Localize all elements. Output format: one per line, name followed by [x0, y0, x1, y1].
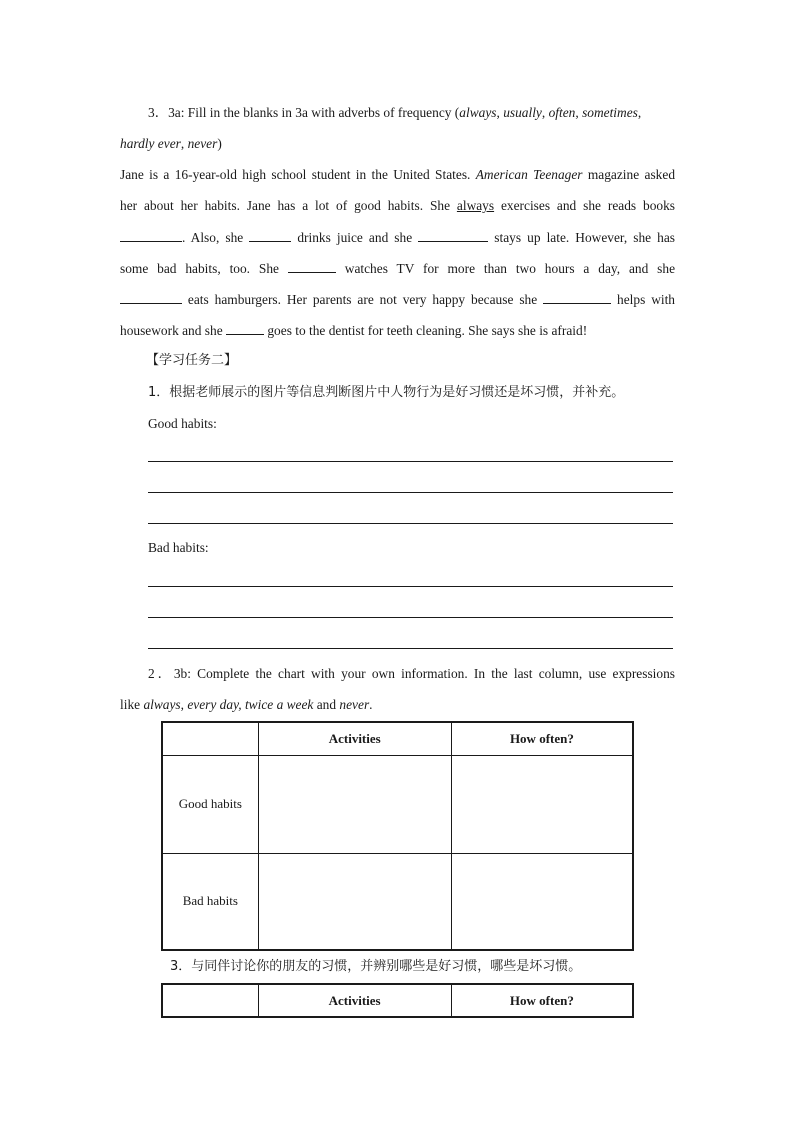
blank-1[interactable] — [120, 229, 182, 242]
passage-text: stays up late. However, she has — [494, 230, 675, 245]
passage-text: magazine asked — [582, 167, 676, 182]
task2-q1: 1．根据老师展示的图片等信息判断图片中人物行为是好习惯还是坏习惯，并补充。 — [148, 385, 625, 400]
q3a-close: ) — [217, 136, 222, 151]
adverb-usually: usually — [503, 105, 542, 120]
q2-text: and — [313, 697, 340, 712]
q2-text: . — [369, 697, 373, 712]
blank-7[interactable] — [226, 322, 264, 335]
q3a-instruction-line2: hardly ever, never) — [120, 136, 222, 151]
row-label-bad-habits: Bad habits — [162, 853, 258, 950]
bad-habits-write-line-2[interactable] — [148, 617, 673, 618]
blank-4[interactable] — [288, 260, 336, 273]
passage-line-5 — [120, 291, 675, 308]
magazine-title: American Teenager — [475, 167, 583, 182]
q3-instruction: 3．与同伴讨论你的朋友的习惯，并辨别哪些是好习惯，哪些是坏习惯。 — [170, 959, 582, 974]
cell-good-activities[interactable] — [258, 755, 451, 853]
cell-good-how-often[interactable] — [451, 755, 633, 853]
passage-text: her about her habits. Jane has a lot of good habits. She — [120, 198, 457, 213]
blank-5[interactable] — [120, 291, 182, 304]
q3a-instruction-line1: 3．3a: Fill in the blanks in 3a with adverbs of frequency (always, usually, often, sometimes, — [148, 105, 642, 120]
q2-text: 3b: Complete the chart with your own information. In the last column, use expressions — [173, 666, 675, 681]
adverb-sometimes: sometimes — [582, 105, 638, 120]
adverb-hardly-ever: hardly ever — [120, 136, 181, 151]
passage-text: . Also, she — [182, 230, 244, 245]
q3a-lead: 3a: Fill in the blanks in 3a with adverbs of frequency ( — [168, 105, 460, 120]
passage-text: helps with — [617, 292, 675, 307]
example-answer-always: always — [456, 198, 495, 213]
passage-line-2 — [120, 198, 675, 214]
expr-every-day: every day, twice a week — [187, 697, 314, 712]
adverb-often: often — [548, 105, 576, 120]
expr-never: never — [339, 697, 370, 712]
blank-2[interactable] — [249, 229, 291, 242]
cell-bad-how-often[interactable] — [451, 853, 633, 950]
passage-text: drinks juice and she — [297, 230, 413, 245]
q2-instruction-line2: like always, every day, twice a week and never. — [120, 697, 373, 712]
chart2-header-activities: Activities — [258, 984, 451, 1017]
chart2-header-blank — [162, 984, 258, 1017]
task2-heading: 【学习任务二】 — [146, 353, 238, 368]
row-label-good-habits: Good habits — [162, 755, 258, 853]
passage-text: housework and she — [120, 323, 223, 338]
good-habits-label: Good habits: — [148, 416, 217, 431]
q2-text: like — [120, 697, 144, 712]
passage-text: goes to the dentist for teeth cleaning. She says she is afraid! — [267, 323, 588, 338]
blank-3[interactable] — [418, 229, 488, 242]
passage-text: Jane is a 16-year-old high school student in the United States. — [120, 167, 476, 182]
cell-bad-activities[interactable] — [258, 853, 451, 950]
bad-habits-write-line-1[interactable] — [148, 586, 673, 587]
blank-6[interactable] — [543, 291, 611, 304]
q3a-number: 3． — [148, 105, 169, 120]
passage-line-4 — [120, 260, 675, 277]
q2-number: 2． — [148, 666, 174, 681]
passage-text: watches TV for more than two hours a day, and she — [344, 261, 676, 276]
passage-text: eats hamburgers. Her parents are not very happy because she — [187, 292, 538, 307]
adverb-never: never — [187, 136, 218, 151]
passage-text: some bad habits, too. She — [120, 261, 279, 276]
passage-text: exercises and she reads books — [494, 198, 675, 213]
habits-chart — [161, 721, 634, 951]
chart-header-how-often: How often? — [451, 722, 633, 755]
chart-header-blank — [162, 722, 258, 755]
good-habits-write-line-2[interactable] — [148, 492, 673, 493]
good-habits-write-line-3[interactable] — [148, 523, 673, 524]
passage-line-3 — [120, 229, 675, 246]
bad-habits-label: Bad habits: — [148, 540, 209, 555]
good-habits-write-line-1[interactable] — [148, 461, 673, 462]
bad-habits-write-line-3[interactable] — [148, 648, 673, 649]
expr-always: always — [143, 697, 181, 712]
passage-line-1 — [120, 167, 675, 183]
passage-line-6 — [120, 322, 675, 339]
adverb-always: always — [459, 105, 497, 120]
chart2-header-how-often: How often? — [451, 984, 633, 1017]
q2-instruction-line1 — [148, 666, 675, 682]
chart-header-activities: Activities — [258, 722, 451, 755]
friends-habits-chart — [161, 983, 634, 1018]
